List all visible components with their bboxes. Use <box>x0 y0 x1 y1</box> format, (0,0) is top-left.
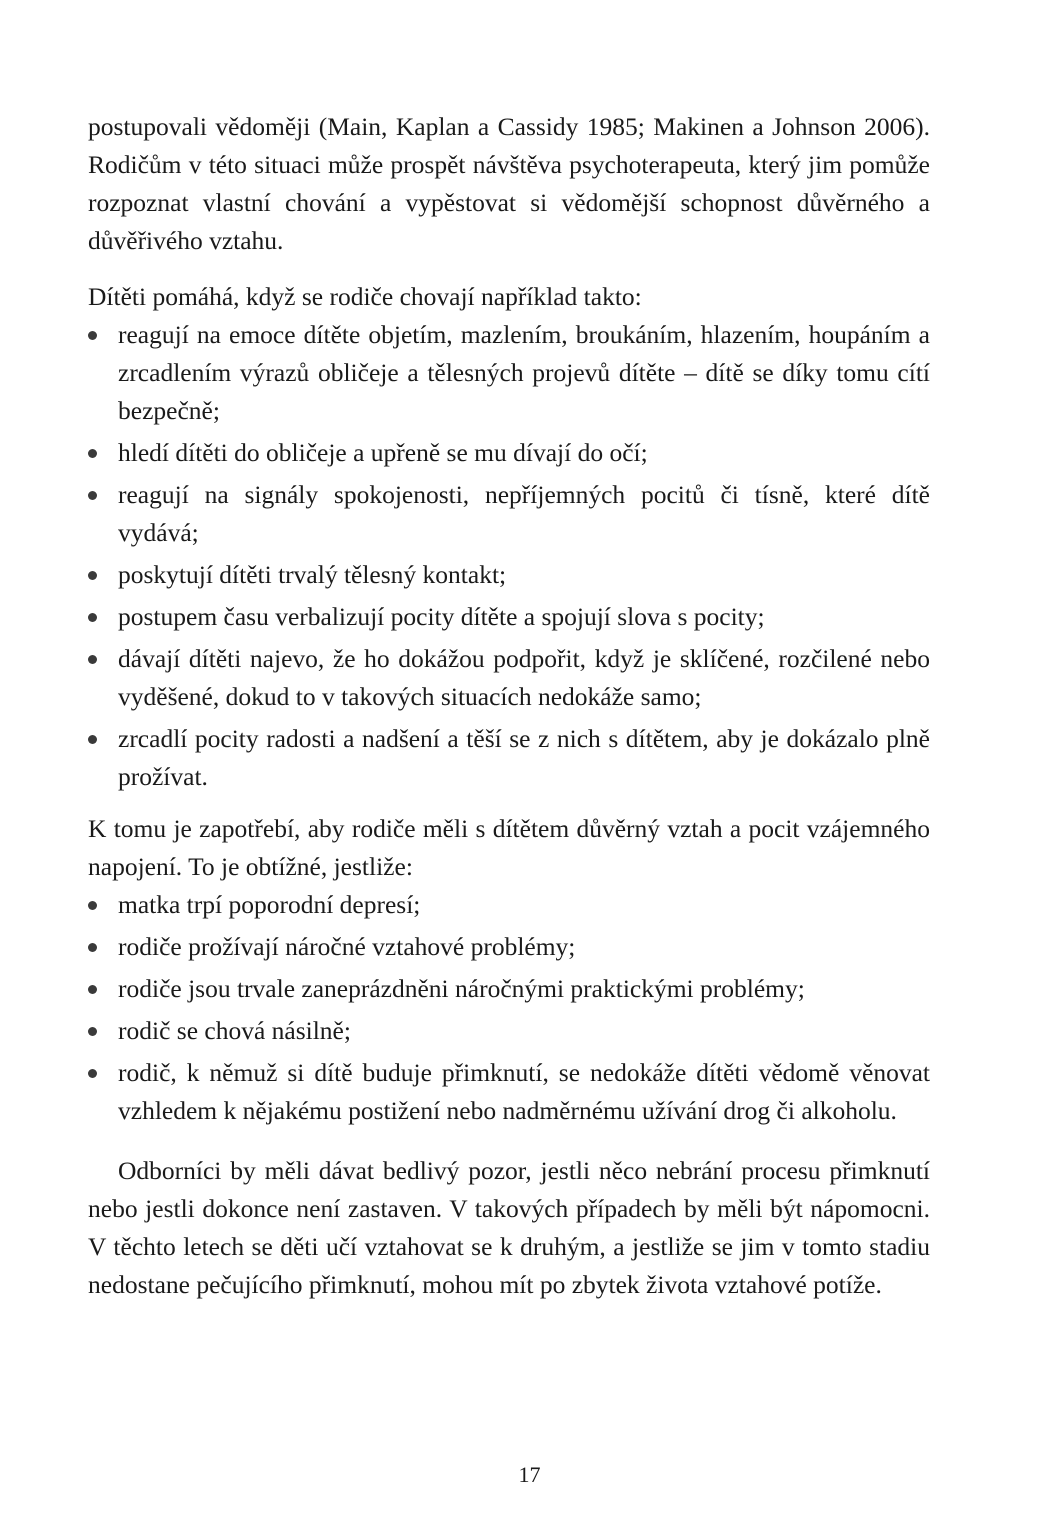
list-item-text: rodič se chová násilně; <box>118 1016 351 1045</box>
list-item-text: poskytují dítěti trvalý tělesný kontakt; <box>118 560 507 589</box>
list-item <box>88 434 930 472</box>
list-item-text: rodiče prožívají náročné vztahové problémy; <box>118 932 576 961</box>
paragraph-list-lead-2: K tomu je zapotřebí, aby rodiče měli s dítětem důvěrný vztah a pocit vzájemného napojení. To je obtížné, jestliže: <box>88 814 930 881</box>
paragraph-list-lead-1: Dítěti pomáhá, když se rodiče chovají například takto: <box>88 282 642 311</box>
list-item-text: reagují na emoce dítěte objetím, mazlením, broukáním, hlazením, houpáním a zrcadlením výrazů obličeje a tělesných projevů dítěte – dítě se díky tomu cítí bezpečně; <box>118 320 930 425</box>
bullet-icon <box>88 571 97 580</box>
list-item-text: rodič, k němuž si dítě buduje přimknutí, se nedokáže dítěti vědomě věnovat vzhledem k nějakému postižení nebo nadměrnému užívání drog či alkoholu. <box>118 1058 930 1125</box>
list-item-text: dávají dítěti najevo, že ho dokážou podpořit, když je sklíčené, rozčilené nebo vyděšené, dokud to v takových situacích nedokáže samo; <box>118 644 930 711</box>
list-item <box>88 476 930 552</box>
list-item <box>88 720 930 796</box>
paragraph-intro: postupovali vědoměji (Main, Kaplan a Cassidy 1985; Makinen a Johnson 2006). Rodičům v této situaci může prospět návštěva psychoterapeuta, který jim pomůže rozpoznat vlastní chování a vypěstovat si vědomější schopnost důvěrného a důvěřivého vztahu. <box>88 112 930 255</box>
list-item <box>88 316 930 430</box>
bullet-icon <box>88 331 97 340</box>
bullet-icon <box>88 985 97 994</box>
list-item <box>88 640 930 716</box>
list-item <box>88 886 930 924</box>
bullet-icon <box>88 1027 97 1036</box>
page-number: 17 <box>518 1462 541 1487</box>
bullet-icon <box>88 655 97 664</box>
list-item-text: hledí dítěti do obličeje a upřeně se mu dívají do očí; <box>118 438 648 467</box>
list-item <box>88 1012 930 1050</box>
bullet-icon <box>88 491 97 500</box>
bullet-icon <box>88 943 97 952</box>
paragraph-closing: Odborníci by měli dávat bedlivý pozor, jestli něco nebrání procesu přimknutí nebo jestli dokonce není zastaven. V takových případech by měli být nápomocni. V těchto letech se děti učí vztahovat se k druhým, a jestliže se jim v tomto stadiu nedostane pečujícího přimknutí, mohou mít po zbytek života vztahové potíže. <box>88 1156 930 1299</box>
list-item-text: matka trpí poporodní depresí; <box>118 890 421 919</box>
bullet-icon <box>88 735 97 744</box>
bullet-icon <box>88 1069 97 1078</box>
bullet-icon <box>88 449 97 458</box>
list-item <box>88 970 930 1008</box>
list-item-text: postupem času verbalizují pocity dítěte a spojují slova s pocity; <box>118 602 765 631</box>
page-body <box>88 108 930 1304</box>
bullet-icon <box>88 901 97 910</box>
list-item <box>88 928 930 966</box>
bullet-list-2 <box>88 886 930 1130</box>
list-item <box>88 1054 930 1130</box>
list-item-text: rodiče jsou trvale zaneprázdněni náročnými praktickými problémy; <box>118 974 805 1003</box>
list-item <box>88 556 930 594</box>
list-item-text: reagují na signály spokojenosti, nepříjemných pocitů či tísně, které dítě vydává; <box>118 480 930 547</box>
bullet-icon <box>88 613 97 622</box>
list-item-text: zrcadlí pocity radosti a nadšení a těší se z nich s dítětem, aby je dokázalo plně prožívat. <box>118 724 930 791</box>
bullet-list-1 <box>88 316 930 796</box>
list-item <box>88 598 930 636</box>
